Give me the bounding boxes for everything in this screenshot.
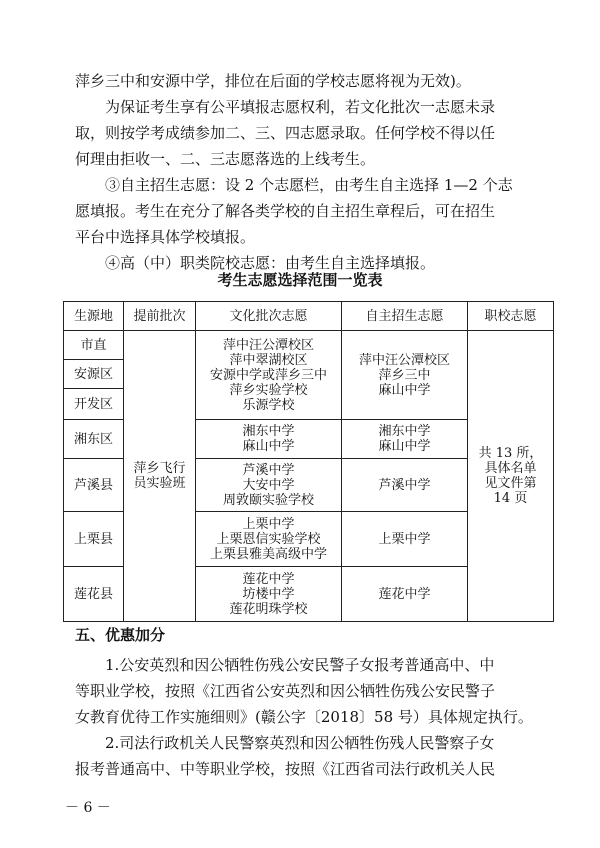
text-line: 报考普通高中、中等职业学校，按照《江西省司法行政机关人民 — [75, 760, 496, 778]
text-line: 愿填报。考生在充分了解各类学校的自主招生章程后，可在招生 — [75, 202, 496, 220]
table-header-row — [64, 302, 554, 331]
self-enrollment-cell — [342, 567, 468, 622]
cell-line: 14 页 — [493, 491, 528, 506]
table-caption: 考生志愿选择范围一览表 — [217, 271, 383, 289]
page-number: － 6 － — [65, 800, 111, 816]
paragraph — [75, 94, 537, 172]
cell-line: 员实验班 — [133, 476, 186, 491]
cell-line: 莲花中学 — [242, 571, 295, 587]
self-enrollment-cell — [342, 331, 468, 420]
advance-batch-cell — [124, 331, 196, 622]
cell-line: 大安中学 — [242, 477, 295, 493]
region-cell: 上栗县 — [64, 512, 124, 567]
self-enrollment-cell — [342, 459, 468, 512]
cell-line: 萍乡实验学校 — [229, 382, 308, 398]
text-line: 取，则按学考成绩参加二、三、四志愿录取。任何学校不得以任 — [75, 124, 496, 142]
region-cell: 开发区 — [64, 389, 124, 420]
text-line: ③自主招生志愿：设 2 个志愿栏，由考生自主选择 1—2 个志 — [105, 176, 513, 194]
text-line: 2.司法行政机关人民警察英烈和因公牺牲伤残人民警察子女 — [105, 734, 495, 752]
region-cell: 芦溪县 — [64, 459, 124, 512]
region-cell: 安源区 — [64, 360, 124, 389]
header-vocational: 职校志愿 — [468, 302, 554, 331]
culture-batch-cell — [196, 459, 342, 512]
body-text-bottom — [75, 652, 537, 782]
cell-line: 上栗恩信实验学校 — [216, 531, 321, 547]
self-enrollment-cell — [342, 512, 468, 567]
text-line: 为保证考生享有公平填报志愿权利，若文化批次一志愿未录 — [105, 98, 496, 116]
cell-line: 萍中汪公潭校区 — [358, 352, 450, 368]
cell-line: 芦溪中学 — [242, 462, 295, 478]
cell-line: 上栗中学 — [242, 516, 295, 532]
paragraph — [75, 68, 537, 94]
vocational-cell — [468, 331, 554, 622]
culture-batch-cell — [196, 567, 342, 622]
cell-line: 莲花中学 — [378, 586, 431, 602]
header-culture-batch: 文化批次志愿 — [196, 302, 342, 331]
cell-line: 见文件第 — [484, 476, 537, 491]
self-enrollment-cell — [342, 420, 468, 459]
cell-line: 莲花明珠学校 — [229, 601, 308, 617]
body-text-top — [75, 68, 537, 276]
text-line: ④高（中）职类院校志愿：由考生自主选择填报。 — [105, 254, 436, 272]
cell-line: 上栗县雅美高级中学 — [209, 546, 327, 562]
text-line: 何理由拒收一、二、三志愿落选的上线考生。 — [75, 150, 376, 168]
cell-line: 共 13 所， — [478, 446, 543, 461]
paragraph — [75, 172, 537, 250]
cell-line: 萍乡飞行 — [133, 461, 186, 476]
region-cell: 湘东区 — [64, 420, 124, 459]
cell-line: 萍中翠湖校区 — [229, 352, 308, 368]
cell-line: 湘东中学 — [242, 424, 295, 439]
culture-batch-cell — [196, 420, 342, 459]
cell-line: 周敦颐实验学校 — [222, 492, 314, 508]
text-line: 平台中选择具体学校填报。 — [75, 228, 256, 246]
cell-line: 坊楼中学 — [242, 586, 295, 602]
text-line: 1.公安英烈和因公牺牲伤残公安民警子女报考普通高中、中 — [105, 656, 495, 674]
cell-line: 麻山中学 — [378, 382, 431, 398]
header-advance-batch: 提前批次 — [124, 302, 196, 331]
text-line: 等职业学校，按照《江西省公安英烈和因公牺牲伤残公安民警子 — [75, 682, 496, 700]
cell-line: 麻山中学 — [242, 439, 295, 454]
header-self-enrollment: 自主招生志愿 — [342, 302, 468, 331]
cell-line: 具体名单 — [484, 461, 537, 476]
table-row — [64, 331, 554, 360]
cell-line: 萍乡三中 — [378, 367, 431, 383]
cell-line: 上栗中学 — [378, 531, 431, 547]
text-line: 萍乡三中和安源中学，排位在后面的学校志愿将视为无效)。 — [75, 72, 471, 90]
cell-line: 湘东中学 — [378, 424, 431, 439]
culture-batch-cell — [196, 331, 342, 420]
cell-line: 萍中汪公潭校区 — [222, 337, 314, 353]
cell-line: 芦溪中学 — [378, 477, 431, 493]
region-cell: 市直 — [64, 331, 124, 360]
culture-batch-cell — [196, 512, 342, 567]
cell-line: 麻山中学 — [378, 439, 431, 454]
text-line: 女教育优待工作实施细则》(赣公字〔2018〕58 号）具体规定执行。 — [75, 708, 533, 726]
cell-line: 乐源学校 — [242, 397, 295, 413]
section-heading: 五、优惠加分 — [75, 626, 166, 644]
paragraph — [75, 730, 537, 782]
paragraph — [75, 652, 537, 730]
choice-range-table — [63, 301, 554, 622]
region-cell: 莲花县 — [64, 567, 124, 622]
cell-line: 安源中学或萍乡三中 — [209, 367, 327, 383]
header-region: 生源地 — [64, 302, 124, 331]
